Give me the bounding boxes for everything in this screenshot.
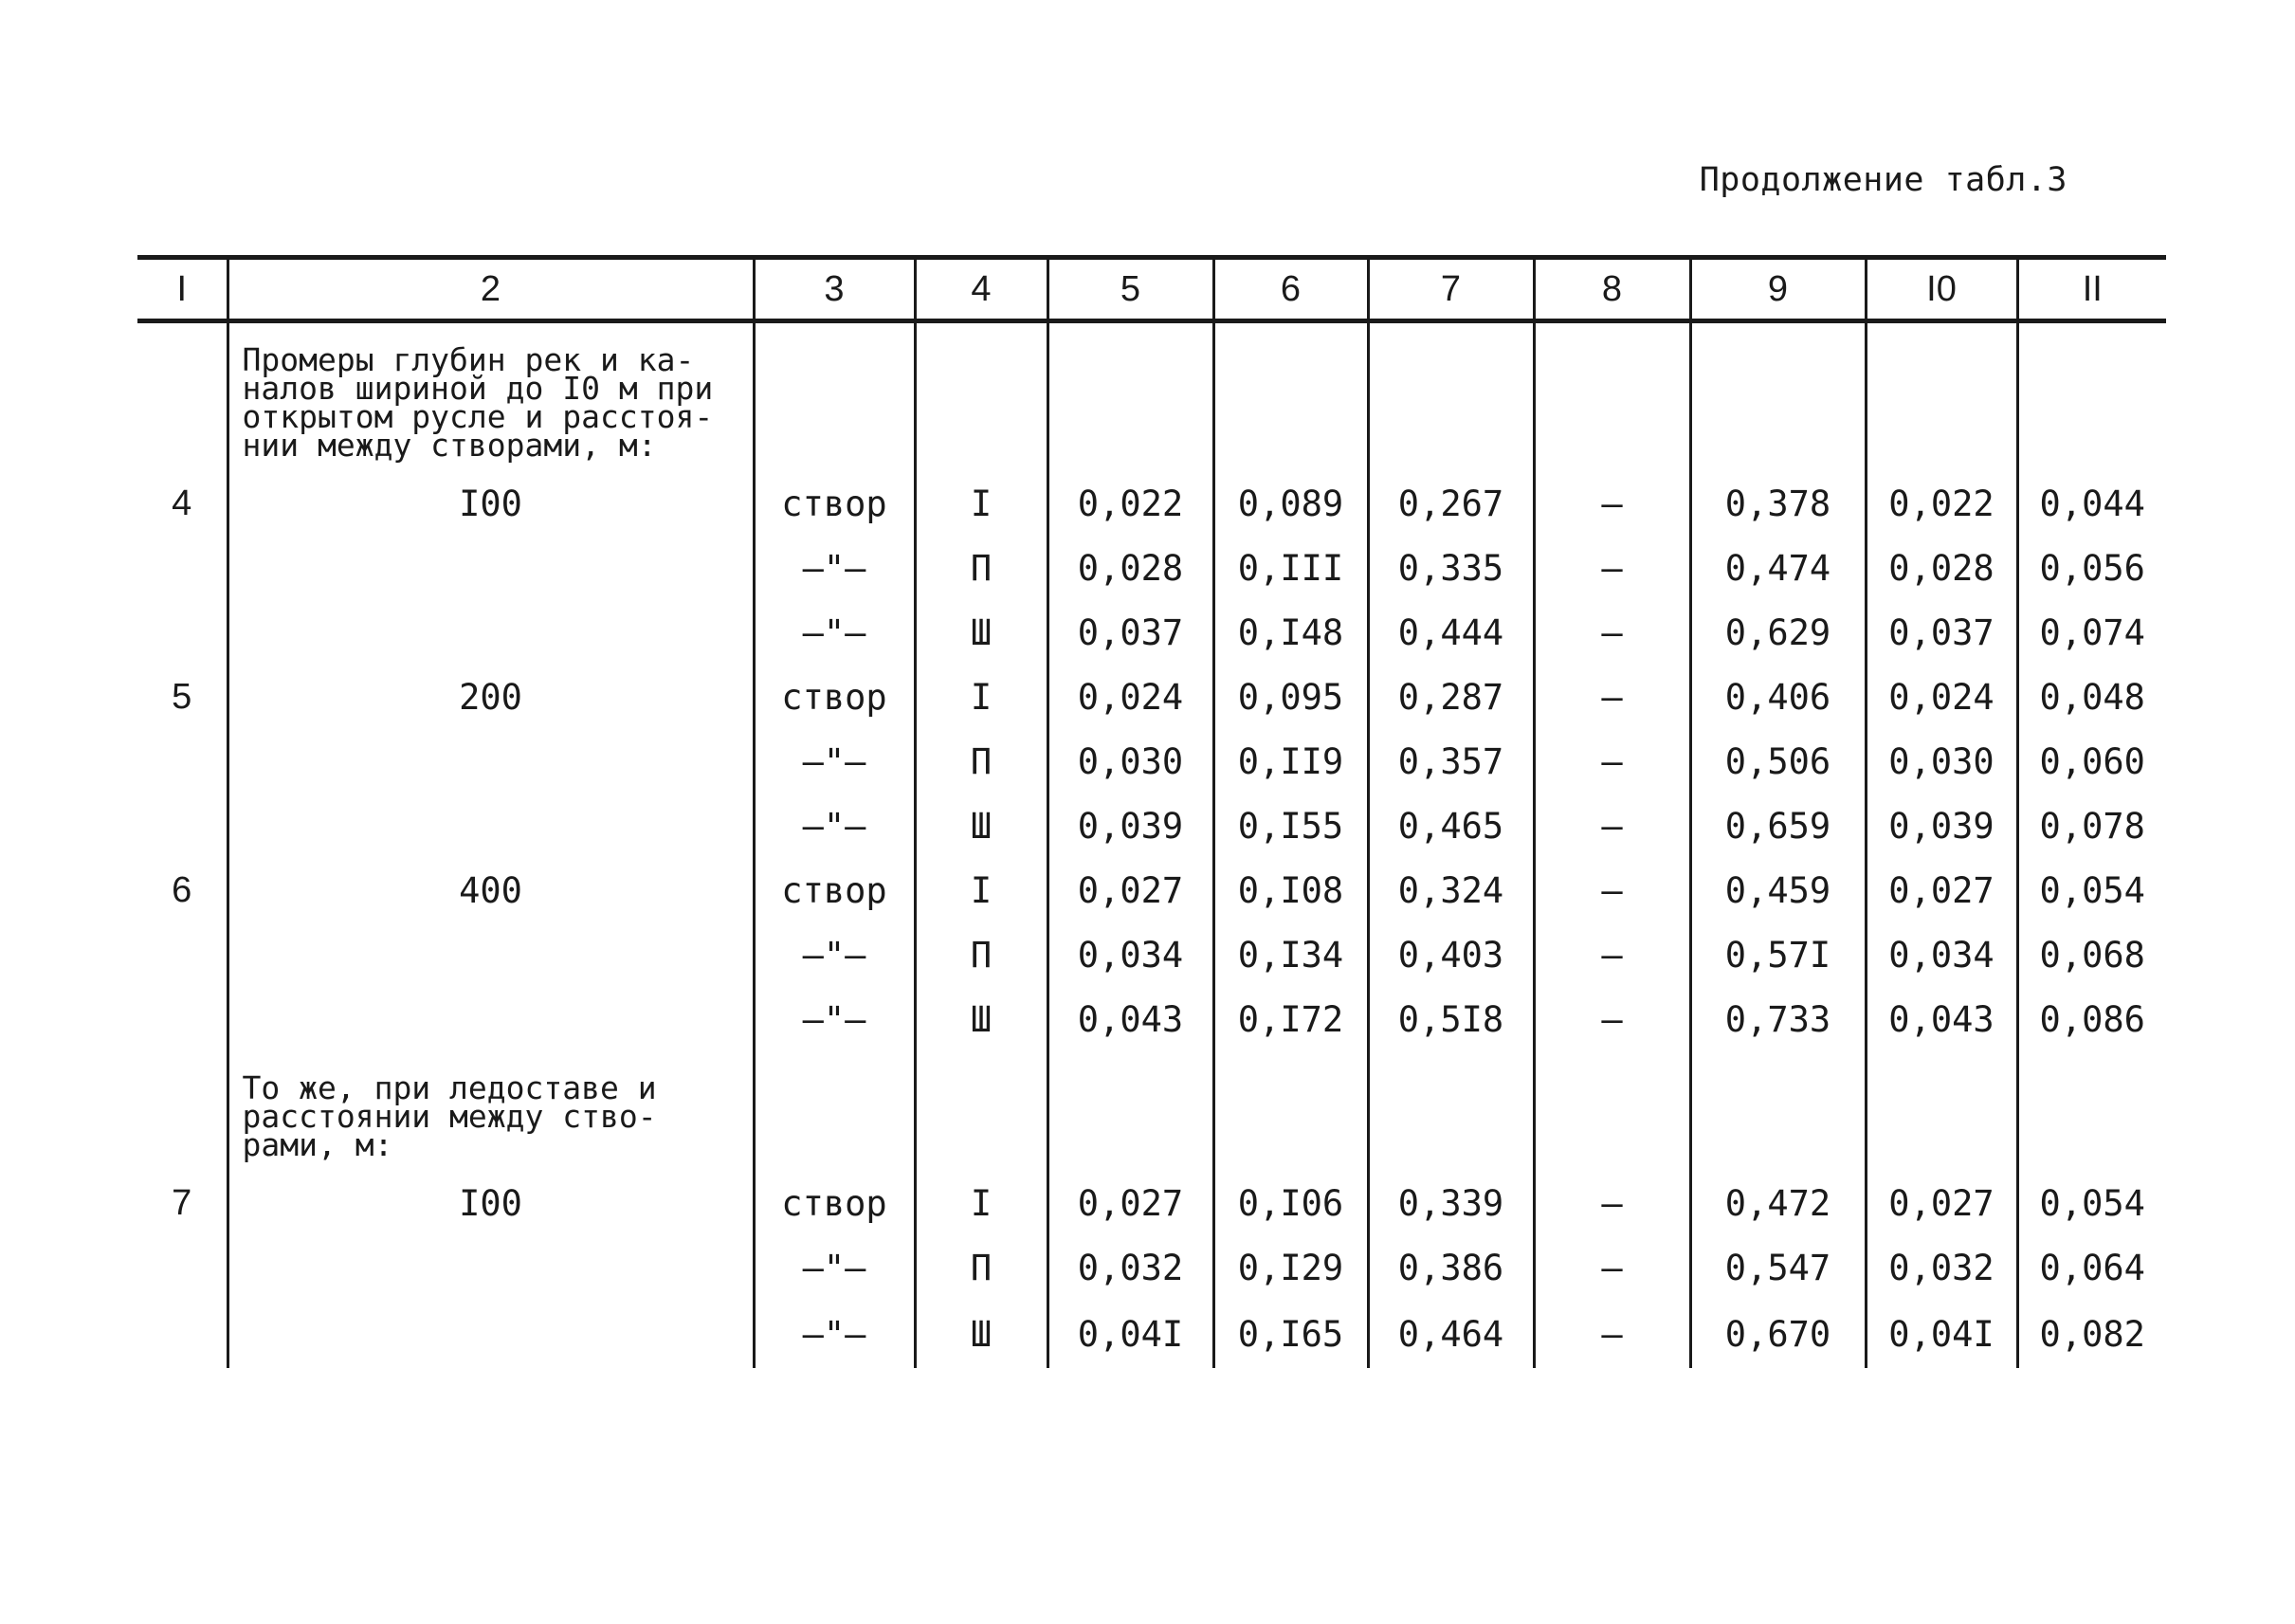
value-cell: 0,095: [1213, 665, 1368, 729]
distance-cell: I00: [228, 471, 754, 536]
value-cell: 0,I29: [1213, 1235, 1368, 1300]
empty-cell: [137, 321, 228, 472]
value-cell: –: [1534, 794, 1690, 858]
value-cell: 0,048: [2017, 665, 2166, 729]
table-row: [137, 665, 2166, 729]
value-cell: 0,629: [1690, 600, 1866, 665]
section-type-cell: –"–: [754, 1235, 915, 1300]
value-cell: 0,04I: [1866, 1300, 2017, 1368]
value-cell: 0,II9: [1213, 729, 1368, 794]
value-cell: 0,04I: [1047, 1300, 1213, 1368]
distance-cell: 400: [228, 858, 754, 922]
value-cell: 0,459: [1690, 858, 1866, 922]
section-type-cell: –"–: [754, 600, 915, 665]
distance-cell: [228, 536, 754, 600]
value-cell: 0,I72: [1213, 987, 1368, 1051]
value-cell: 0,378: [1690, 471, 1866, 536]
value-cell: 0,465: [1368, 794, 1534, 858]
empty-cell: [1047, 321, 1213, 472]
empty-cell: [1534, 1051, 1690, 1171]
empty-cell: [754, 1051, 915, 1171]
value-cell: 0,670: [1690, 1300, 1866, 1368]
distance-cell: [228, 1300, 754, 1368]
value-cell: 0,037: [1866, 600, 2017, 665]
value-cell: 0,034: [1047, 922, 1213, 987]
section-type-cell: –"–: [754, 1300, 915, 1368]
column-header: II: [2017, 258, 2166, 321]
section-type-cell: –"–: [754, 729, 915, 794]
column-header: 9: [1690, 258, 1866, 321]
value-cell: 0,403: [1368, 922, 1534, 987]
empty-cell: [1690, 321, 1866, 472]
distance-cell: [228, 922, 754, 987]
value-cell: 0,030: [1047, 729, 1213, 794]
value-cell: 0,022: [1047, 471, 1213, 536]
value-cell: –: [1534, 987, 1690, 1051]
column-header: 8: [1534, 258, 1690, 321]
row-number: [137, 536, 228, 600]
table-row: [137, 536, 2166, 600]
empty-cell: [754, 321, 915, 472]
header-row: [137, 258, 2166, 321]
value-cell: 0,57I: [1690, 922, 1866, 987]
block-description: Промеры глубин рек и ка- налов шириной до I0 м при открытом русле и расстоя- нии между створами, м:: [242, 341, 714, 464]
block-description: То же, при ледоставе и расстоянии между ство- рами, м:: [242, 1069, 657, 1163]
value-cell: 0,030: [1866, 729, 2017, 794]
table-caption: Продолжение табл.3: [1699, 161, 2067, 199]
row-number: [137, 1300, 228, 1368]
column-header: 4: [915, 258, 1047, 321]
row-number: [137, 729, 228, 794]
value-cell: –: [1534, 1300, 1690, 1368]
row-number: 6: [172, 869, 192, 910]
empty-cell: [915, 321, 1047, 472]
description-row: [137, 1051, 2166, 1171]
value-cell: 0,039: [1866, 794, 2017, 858]
value-cell: 0,733: [1690, 987, 1866, 1051]
row-number: 5: [172, 676, 192, 717]
section-index-cell: П: [915, 729, 1047, 794]
value-cell: 0,027: [1866, 858, 2017, 922]
value-cell: –: [1534, 665, 1690, 729]
value-cell: 0,I55: [1213, 794, 1368, 858]
section-index-cell: I: [915, 1171, 1047, 1235]
value-cell: 0,037: [1047, 600, 1213, 665]
distance-cell: [228, 987, 754, 1051]
value-cell: 0,027: [1047, 1171, 1213, 1235]
section-type-cell: створ: [754, 858, 915, 922]
section-index-cell: П: [915, 536, 1047, 600]
value-cell: –: [1534, 471, 1690, 536]
value-cell: 0,082: [2017, 1300, 2166, 1368]
table-row: [137, 1171, 2166, 1235]
section-index-cell: Ш: [915, 794, 1047, 858]
table-row: [137, 471, 2166, 536]
empty-cell: [1866, 1051, 2017, 1171]
empty-cell: [1866, 321, 2017, 472]
value-cell: 0,386: [1368, 1235, 1534, 1300]
value-cell: 0,034: [1866, 922, 2017, 987]
empty-cell: [2017, 321, 2166, 472]
column-header: 2: [228, 258, 754, 321]
row-number: [137, 922, 228, 987]
row-number: 4: [172, 483, 192, 523]
value-cell: 0,357: [1368, 729, 1534, 794]
table-row: [137, 794, 2166, 858]
value-cell: 0,III: [1213, 536, 1368, 600]
row-number: [137, 794, 228, 858]
value-cell: 0,335: [1368, 536, 1534, 600]
section-type-cell: –"–: [754, 922, 915, 987]
row-number: [137, 1235, 228, 1300]
section-index-cell: Ш: [915, 987, 1047, 1051]
empty-cell: [1213, 321, 1368, 472]
column-header: 3: [754, 258, 915, 321]
column-header: 7: [1368, 258, 1534, 321]
distance-cell: [228, 600, 754, 665]
description-cell: [228, 321, 754, 472]
row-number: 7: [172, 1182, 192, 1223]
section-type-cell: –"–: [754, 536, 915, 600]
empty-cell: [915, 1051, 1047, 1171]
value-cell: 0,022: [1866, 471, 2017, 536]
empty-cell: [1368, 321, 1534, 472]
section-index-cell: П: [915, 1235, 1047, 1300]
table-row: [137, 1300, 2166, 1368]
value-cell: 0,I06: [1213, 1171, 1368, 1235]
distance-cell: [228, 1235, 754, 1300]
value-cell: 0,5I8: [1368, 987, 1534, 1051]
value-cell: –: [1534, 600, 1690, 665]
value-cell: 0,089: [1213, 471, 1368, 536]
value-cell: 0,027: [1866, 1171, 2017, 1235]
value-cell: 0,024: [1047, 665, 1213, 729]
empty-cell: [1213, 1051, 1368, 1171]
table-row: [137, 729, 2166, 794]
value-cell: 0,028: [1047, 536, 1213, 600]
column-header: I0: [1866, 258, 2017, 321]
value-cell: –: [1534, 858, 1690, 922]
value-cell: 0,074: [2017, 600, 2166, 665]
value-cell: 0,474: [1690, 536, 1866, 600]
value-cell: 0,406: [1690, 665, 1866, 729]
empty-cell: [137, 1051, 228, 1171]
value-cell: 0,444: [1368, 600, 1534, 665]
table-row: [137, 922, 2166, 987]
distance-cell: [228, 794, 754, 858]
section-index-cell: П: [915, 922, 1047, 987]
section-index-cell: I: [915, 471, 1047, 536]
value-cell: –: [1534, 1171, 1690, 1235]
value-cell: 0,054: [2017, 858, 2166, 922]
empty-cell: [1690, 1051, 1866, 1171]
value-cell: 0,I08: [1213, 858, 1368, 922]
row-number: [137, 600, 228, 665]
row-number: [137, 987, 228, 1051]
table-row: [137, 600, 2166, 665]
description-cell: [228, 1051, 754, 1171]
section-type-cell: створ: [754, 1171, 915, 1235]
distance-cell: [228, 729, 754, 794]
empty-cell: [1368, 1051, 1534, 1171]
column-header: 6: [1213, 258, 1368, 321]
value-cell: 0,464: [1368, 1300, 1534, 1368]
section-type-cell: створ: [754, 471, 915, 536]
column-header: 5: [1047, 258, 1213, 321]
value-cell: 0,044: [2017, 471, 2166, 536]
table-row: [137, 987, 2166, 1051]
value-cell: 0,024: [1866, 665, 2017, 729]
value-cell: 0,659: [1690, 794, 1866, 858]
value-cell: 0,027: [1047, 858, 1213, 922]
value-cell: 0,060: [2017, 729, 2166, 794]
value-cell: 0,078: [2017, 794, 2166, 858]
value-cell: –: [1534, 729, 1690, 794]
section-type-cell: –"–: [754, 987, 915, 1051]
value-cell: 0,I65: [1213, 1300, 1368, 1368]
value-cell: 0,267: [1368, 471, 1534, 536]
table-row: [137, 858, 2166, 922]
value-cell: 0,043: [1047, 987, 1213, 1051]
value-cell: 0,054: [2017, 1171, 2166, 1235]
empty-cell: [2017, 1051, 2166, 1171]
value-cell: –: [1534, 536, 1690, 600]
section-index-cell: I: [915, 665, 1047, 729]
section-index-cell: Ш: [915, 1300, 1047, 1368]
description-row: [137, 321, 2166, 472]
distance-cell: I00: [228, 1171, 754, 1235]
value-cell: 0,032: [1866, 1235, 2017, 1300]
section-index-cell: Ш: [915, 600, 1047, 665]
value-cell: –: [1534, 922, 1690, 987]
section-index-cell: I: [915, 858, 1047, 922]
section-type-cell: створ: [754, 665, 915, 729]
value-cell: 0,I48: [1213, 600, 1368, 665]
value-cell: –: [1534, 1235, 1690, 1300]
value-cell: 0,043: [1866, 987, 2017, 1051]
section-type-cell: –"–: [754, 794, 915, 858]
column-header: I: [137, 258, 228, 321]
value-cell: 0,339: [1368, 1171, 1534, 1235]
empty-cell: [1534, 321, 1690, 472]
value-cell: 0,324: [1368, 858, 1534, 922]
value-cell: 0,086: [2017, 987, 2166, 1051]
value-cell: 0,287: [1368, 665, 1534, 729]
value-cell: 0,068: [2017, 922, 2166, 987]
value-cell: 0,472: [1690, 1171, 1866, 1235]
value-cell: 0,064: [2017, 1235, 2166, 1300]
empty-cell: [1047, 1051, 1213, 1171]
table-row: [137, 1235, 2166, 1300]
value-cell: 0,I34: [1213, 922, 1368, 987]
value-cell: 0,056: [2017, 536, 2166, 600]
value-cell: 0,028: [1866, 536, 2017, 600]
distance-cell: 200: [228, 665, 754, 729]
value-cell: 0,547: [1690, 1235, 1866, 1300]
value-cell: 0,032: [1047, 1235, 1213, 1300]
table-body: [137, 321, 2166, 1369]
value-cell: 0,506: [1690, 729, 1866, 794]
data-table: [137, 255, 2166, 1368]
value-cell: 0,039: [1047, 794, 1213, 858]
